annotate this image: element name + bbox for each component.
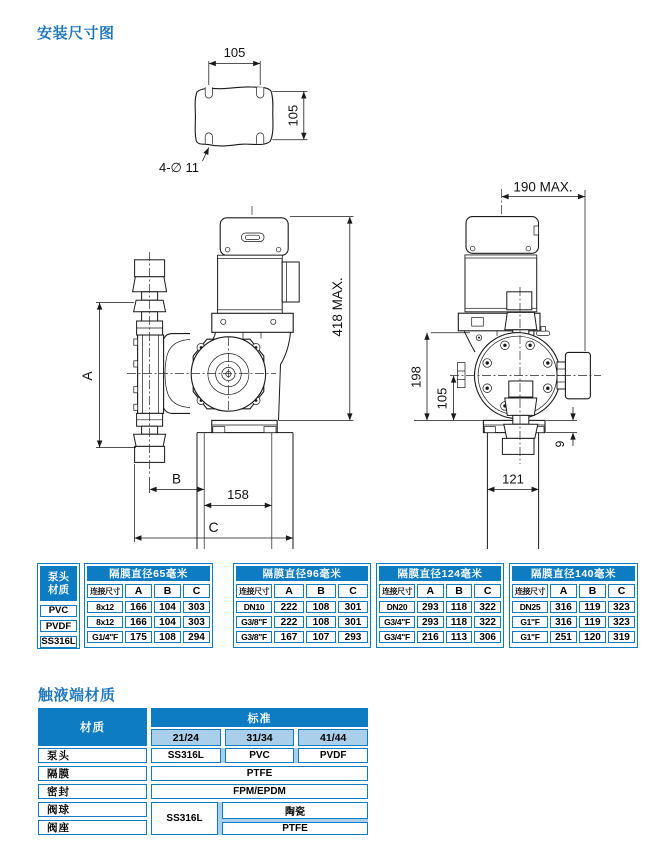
dim-A xyxy=(79,303,136,448)
dim-label: 105 xyxy=(223,45,246,60)
table-title: 隔膜直径96毫米 xyxy=(236,566,368,581)
dim-label: B xyxy=(171,471,182,487)
dim-table-96mm xyxy=(233,563,371,648)
column-header: A xyxy=(550,584,577,598)
table-cell: 294 xyxy=(183,631,210,643)
table-cell: DN25 xyxy=(512,601,548,613)
column-header: 连接尺寸 xyxy=(236,584,272,598)
table-cell: 8x12 xyxy=(87,601,123,613)
table-row xyxy=(151,766,368,781)
row-label: 密封 xyxy=(38,784,147,799)
pump-head-material-column xyxy=(37,563,80,649)
dim-holes xyxy=(159,148,209,176)
column-header: 连接尺寸 xyxy=(512,584,548,598)
dim-label: 190 MAX. xyxy=(513,179,573,195)
dim-158 xyxy=(204,487,272,505)
mounting-slot xyxy=(205,133,212,144)
table-cell: 323 xyxy=(608,616,635,628)
table-cell: 251 xyxy=(550,631,577,643)
table-cell: G3/4"F xyxy=(379,631,415,643)
table-title: 隔膜直径65毫米 xyxy=(87,566,210,581)
table-cell: 113 xyxy=(446,631,473,643)
page-title: 安装尺寸图 xyxy=(37,25,115,42)
pump-front-view xyxy=(79,206,354,549)
material-cell: SS316L xyxy=(41,636,76,647)
table-title: 隔膜直径124毫米 xyxy=(379,566,501,581)
dim-label: 198 xyxy=(408,366,424,388)
table-cell: 222 xyxy=(274,601,304,613)
vent-valve xyxy=(537,331,550,336)
table-cell: G1/4"F xyxy=(87,631,123,643)
table-cell: SS316L xyxy=(151,748,221,763)
dim-label: 4-∅ 11 xyxy=(159,160,199,175)
section-title-wetted-materials: 触液端材质 xyxy=(38,687,116,704)
wetted-materials-table xyxy=(38,708,368,835)
column-header: A xyxy=(125,584,152,598)
table-cell: FPM/EPDM xyxy=(151,784,368,799)
table-cell: 319 xyxy=(608,631,635,643)
table-cell: 293 xyxy=(417,601,444,613)
table-cell: 107 xyxy=(306,631,336,643)
column-header: 连接尺寸 xyxy=(87,584,123,598)
table-cell: 322 xyxy=(474,601,501,613)
table-cell: 216 xyxy=(417,631,444,643)
table-cell: 166 xyxy=(125,601,152,613)
table-cell: G3/4"F xyxy=(379,616,415,628)
size-header-row xyxy=(151,729,368,746)
table-cell: DN20 xyxy=(379,601,415,613)
dim-label: 158 xyxy=(227,487,249,502)
table-cell: 104 xyxy=(154,601,181,613)
table-cell: G3/8"F xyxy=(236,616,272,628)
dim-label: 9 xyxy=(553,440,567,448)
size-header: 21/24 xyxy=(151,729,221,746)
dim-label: 418 MAX. xyxy=(330,277,345,337)
table-cell: DN10 xyxy=(236,601,272,613)
column-header: B xyxy=(446,584,473,598)
table-cell: 118 xyxy=(446,616,473,628)
column-header: C xyxy=(338,584,368,598)
table-cell: 323 xyxy=(608,601,635,613)
column-header: C xyxy=(474,584,501,598)
table-cell: 316 xyxy=(550,616,577,628)
table-cell: PVC xyxy=(225,748,295,763)
mounting-plate-diagram xyxy=(159,45,308,175)
column-header: A xyxy=(417,584,444,598)
size-header: 31/34 xyxy=(225,729,295,746)
standard-header: 标准 xyxy=(151,708,368,727)
dim-table-140mm xyxy=(509,563,638,648)
mounting-slot xyxy=(257,133,264,144)
dim-B xyxy=(150,472,205,494)
column-header: B xyxy=(306,584,336,598)
row-label: 隔膜 xyxy=(38,766,147,781)
material-cell: PVDF xyxy=(40,620,77,632)
table-cell: G3/8"F xyxy=(236,631,272,643)
table-row xyxy=(151,784,368,799)
dim-table-124mm xyxy=(376,563,504,648)
row-label: 阀座 xyxy=(38,820,147,835)
dim-label: 105 xyxy=(285,104,301,127)
table-cell: 120 xyxy=(579,631,606,643)
table-cell: 166 xyxy=(125,616,152,628)
table-cell: PTFE xyxy=(222,822,368,835)
size-header: 41/44 xyxy=(298,729,368,746)
column-header: A xyxy=(274,584,304,598)
table-cell: 119 xyxy=(579,601,606,613)
dim-label: 105 xyxy=(434,387,450,410)
dim-105-side xyxy=(435,376,454,421)
dim-table-65mm xyxy=(84,563,213,648)
mounting-slot xyxy=(257,87,264,98)
table-cell: 陶瓷 xyxy=(222,802,368,819)
table-cell: 301 xyxy=(338,616,368,628)
table-cell: G1"F xyxy=(512,616,548,628)
motor xyxy=(218,218,300,313)
table-cell: 8x12 xyxy=(87,616,123,628)
table-cell: 108 xyxy=(154,631,181,643)
header-line: 材质 xyxy=(48,583,69,596)
column-header: C xyxy=(183,584,210,598)
table-cell: 119 xyxy=(579,616,606,628)
dim-121 xyxy=(487,472,538,490)
header-line: 泵头 xyxy=(48,571,69,584)
dim-9 xyxy=(546,407,577,447)
dim-label: 121 xyxy=(502,471,524,487)
table-cell-rowspan: SS316L xyxy=(151,802,218,835)
table-cell: 118 xyxy=(446,601,473,613)
table-cell: 175 xyxy=(125,631,152,643)
table-cell: 301 xyxy=(338,601,368,613)
table-cell: 306 xyxy=(474,631,501,643)
table-cell: 316 xyxy=(550,601,577,613)
dim-C xyxy=(134,464,293,542)
table-cell: 167 xyxy=(274,631,304,643)
dim-label: A xyxy=(79,371,95,381)
column-header: B xyxy=(154,584,181,598)
table-cell: 293 xyxy=(417,616,444,628)
table-cell: 104 xyxy=(154,616,181,628)
dim-label: C xyxy=(208,519,219,535)
table-cell: 303 xyxy=(183,616,210,628)
dim-plate-height xyxy=(273,92,308,140)
table-cell: PVDF xyxy=(298,748,368,763)
table-title: 隔膜直径140毫米 xyxy=(512,566,635,581)
pump-head-material-header xyxy=(40,566,77,601)
valve-rows-block xyxy=(151,802,368,835)
table-cell: G1"F xyxy=(512,631,548,643)
material-cell: PVC xyxy=(40,605,77,617)
column-header: 连接尺寸 xyxy=(379,584,415,598)
table-cell: 303 xyxy=(183,601,210,613)
dim-plate-width xyxy=(209,45,260,85)
table-cell: 322 xyxy=(474,616,501,628)
pump-side-view xyxy=(409,180,602,550)
table-cell: PTFE xyxy=(151,766,368,781)
table-row xyxy=(151,748,368,763)
table-cell: 108 xyxy=(306,601,336,613)
table-cell: 108 xyxy=(306,616,336,628)
row-label: 泵头 xyxy=(38,748,147,763)
table-cell: 222 xyxy=(274,616,304,628)
column-header: B xyxy=(579,584,606,598)
row-label: 阀球 xyxy=(38,802,147,817)
mounting-slot xyxy=(205,87,212,98)
table-cell: 293 xyxy=(338,631,368,643)
column-header: C xyxy=(608,584,635,598)
material-header: 材质 xyxy=(38,708,147,746)
